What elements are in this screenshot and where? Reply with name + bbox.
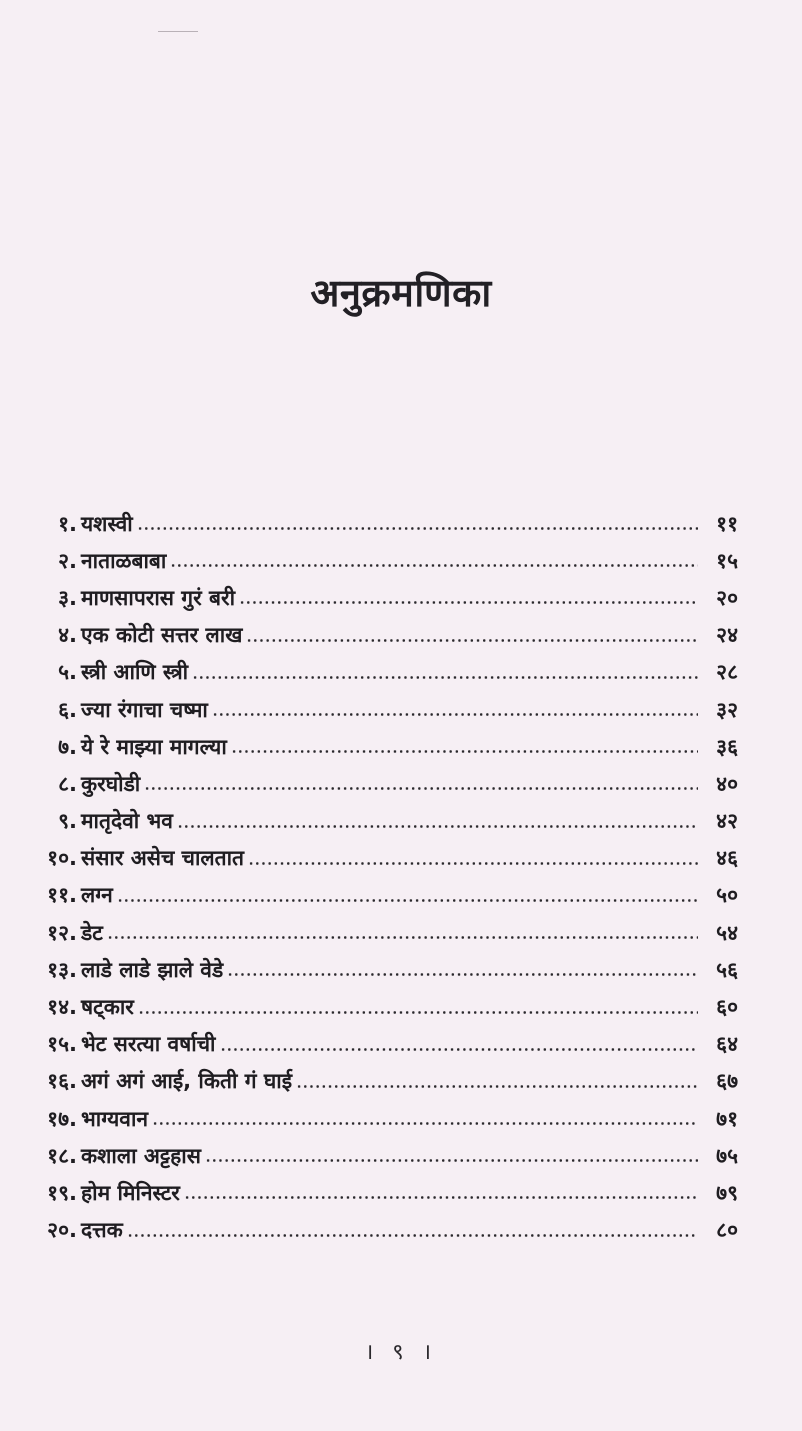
dot-leader [220, 1048, 699, 1051]
toc-entry [22, 542, 738, 579]
toc-entry-page: ११ [716, 511, 738, 536]
toc-entry-number: ३. [58, 585, 77, 610]
toc-entry-number: ६. [58, 697, 77, 722]
dot-leader [212, 713, 698, 716]
toc-entry-title: लग्न [81, 883, 113, 908]
toc-entry-page: ५४ [716, 920, 738, 945]
dot-leader [184, 1196, 698, 1199]
toc-entry [22, 988, 738, 1025]
page-title: अनुक्रमणिका [310, 271, 492, 315]
toc-entry-page: २० [716, 585, 738, 610]
toc-entry-title: ये रे माझ्या मागल्या [81, 734, 227, 759]
toc-entry-number: ११. [47, 883, 77, 908]
dot-leader [177, 825, 698, 828]
toc-entry-page: ४६ [716, 846, 738, 871]
toc-entry [22, 914, 738, 951]
toc-entry-number: १३. [47, 957, 77, 982]
dot-leader [170, 564, 698, 567]
toc-entry [22, 803, 738, 840]
toc-entry-page: ५६ [716, 957, 738, 982]
toc-entry-title: भाग्यवान [81, 1106, 149, 1131]
dot-leader [107, 936, 698, 939]
dot-leader [231, 750, 698, 753]
toc-entry-page: ४२ [716, 809, 738, 834]
dot-leader [246, 639, 698, 642]
dot-leader [239, 601, 698, 604]
toc-entry [22, 877, 738, 914]
toc-entry-title: षट्कार [81, 995, 134, 1020]
toc-entry-title: कुरघोडी [81, 771, 141, 796]
toc-entry-number: ४. [58, 623, 77, 648]
toc-entry-number: १. [58, 511, 77, 536]
toc-entry-page: ३२ [716, 697, 738, 722]
toc-entry-page: ७५ [716, 1143, 738, 1168]
toc-entry-title: स्त्री आणि स्त्री [81, 660, 189, 685]
toc-entry [22, 728, 738, 765]
toc-entry-title: माणसापरास गुरं बरी [81, 585, 236, 610]
toc-entry [22, 1174, 738, 1211]
toc-entry-page: २८ [716, 660, 738, 685]
toc-entry [22, 579, 738, 616]
toc-entry-number: ८. [58, 771, 77, 796]
dot-leader [248, 862, 698, 865]
toc-entry-page: ३६ [716, 734, 738, 759]
toc-entry-page: ७९ [716, 1180, 738, 1205]
toc-entry-number: १०. [47, 846, 77, 871]
dot-leader [138, 1011, 698, 1014]
toc-entry-number: १४. [47, 995, 77, 1020]
toc-entry-title: होम मिनिस्टर [81, 1180, 180, 1205]
toc-entry-page: ७१ [716, 1106, 738, 1131]
toc-entry-page: ६४ [716, 1032, 738, 1057]
toc-entry-title: एक कोटी सत्तर लाख [81, 623, 243, 648]
toc-entry-page: १५ [716, 548, 738, 573]
toc-entry-title: लाडे लाडे झाले वेडे [81, 957, 224, 982]
toc-entry-number: १७. [47, 1106, 77, 1131]
toc-entry-number: १९. [47, 1180, 77, 1205]
toc-entry-title: अगं अगं आई, किती गं घाई [81, 1069, 292, 1094]
toc-entry-title: यशस्वी [81, 511, 133, 536]
toc-entry-title: डेट [81, 920, 103, 945]
toc-entry [22, 1063, 738, 1100]
dot-leader [137, 527, 698, 530]
toc-entry [22, 617, 738, 654]
toc-entry [22, 1100, 738, 1137]
toc-entry [22, 1026, 738, 1063]
toc-entry-page: ८० [716, 1218, 738, 1243]
toc-entry-number: १६. [47, 1069, 77, 1094]
toc-entry [22, 505, 738, 542]
toc-entry [22, 691, 738, 728]
toc-entry-page: ५० [716, 883, 738, 908]
toc-entry-page: ६७ [716, 1069, 738, 1094]
dot-leader [296, 1085, 698, 1088]
toc-entry-title: कशाला अट्टहास [81, 1143, 201, 1168]
toc-entry-number: ५. [58, 660, 77, 685]
toc-entry-title: दत्तक [81, 1218, 123, 1243]
toc-entry-page: ४० [716, 771, 738, 796]
dot-leader [152, 1122, 698, 1125]
table-of-contents [22, 505, 738, 1249]
toc-entry-number: ७. [58, 734, 77, 759]
dot-leader [117, 899, 698, 902]
dot-leader [144, 787, 698, 790]
toc-entry-number: १२. [47, 920, 77, 945]
toc-entry-title: भेट सरत्या वर्षाची [81, 1032, 216, 1057]
toc-entry [22, 1137, 738, 1174]
toc-entry-number: १८. [47, 1143, 77, 1168]
toc-entry-page: २४ [716, 623, 738, 648]
toc-entry [22, 951, 738, 988]
toc-entry [22, 1212, 738, 1249]
toc-entry-title: नाताळबाबा [81, 548, 167, 573]
dot-leader [127, 1234, 698, 1237]
toc-entry-number: २०. [47, 1218, 77, 1243]
toc-entry-number: १५. [47, 1032, 77, 1057]
dot-leader [227, 973, 698, 976]
dot-leader [192, 676, 698, 679]
toc-entry [22, 840, 738, 877]
toc-entry [22, 654, 738, 691]
toc-entry-title: ज्या रंगाचा चष्मा [81, 697, 208, 722]
toc-entry-number: २. [58, 548, 77, 573]
toc-entry-title: संसार असेच चालतात [81, 846, 245, 871]
page-mark [158, 31, 198, 32]
page-number: । ९ । [364, 1340, 438, 1365]
toc-entry-title: मातृदेवो भव [81, 809, 173, 834]
dot-leader [205, 1159, 698, 1162]
toc-entry [22, 765, 738, 802]
toc-entry-page: ६० [716, 995, 738, 1020]
toc-entry-number: ९. [58, 809, 77, 834]
